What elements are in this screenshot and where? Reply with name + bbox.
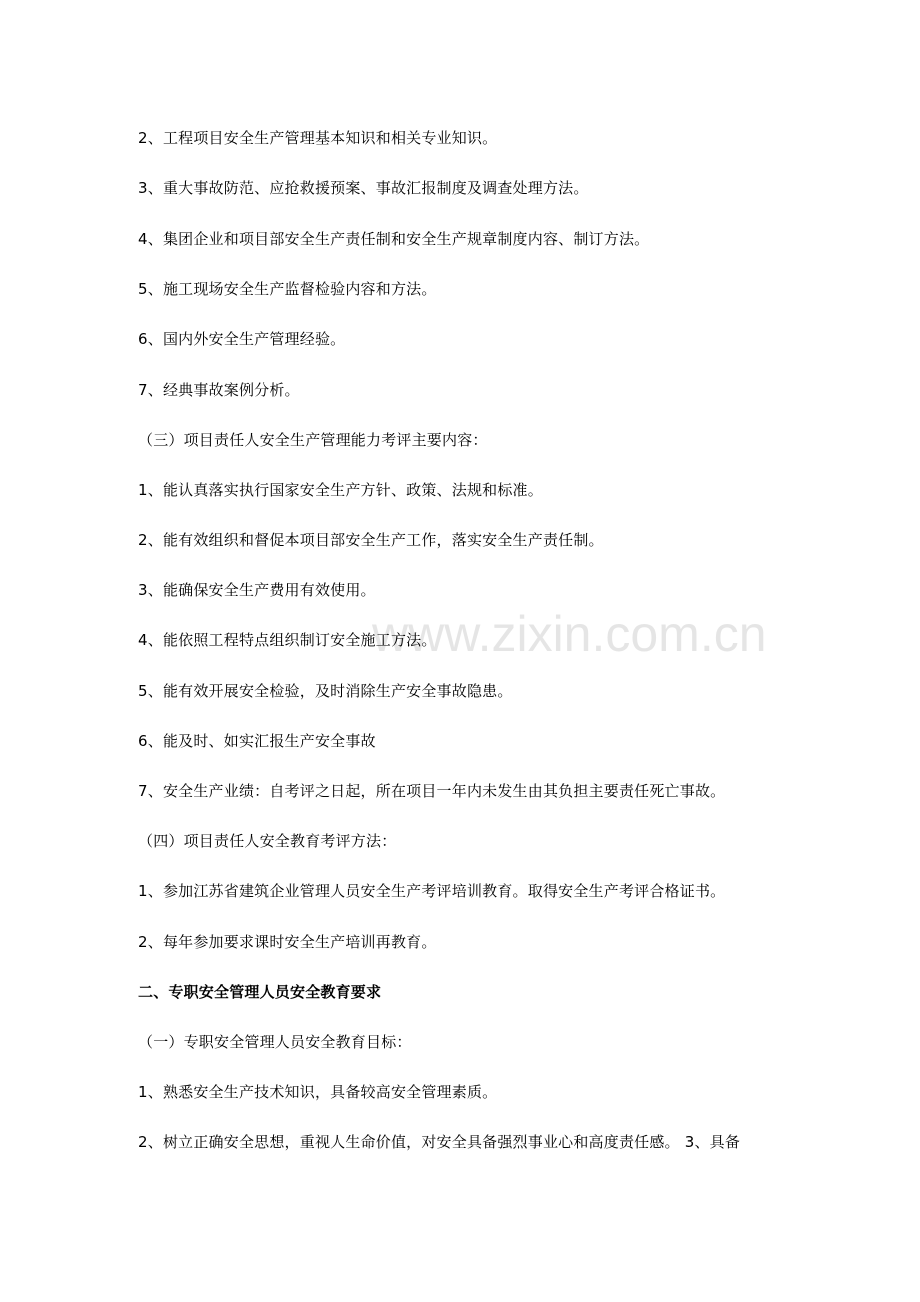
text-line: 2、工程项目安全生产管理基本知识和相关专业知识。	[138, 129, 498, 147]
text-line: 5、能有效开展安全检验，及时消除生产安全事故隐患。	[138, 682, 513, 700]
text-line: 7、经典事故案例分析。	[138, 381, 300, 399]
section-heading: （四）项目责任人安全教育考评方法：	[138, 832, 397, 850]
text-line: 6、能及时、如实汇报生产安全事故	[138, 732, 376, 750]
section-heading: （三）项目责任人安全生产管理能力考评主要内容：	[138, 431, 488, 449]
text-line: 6、国内外安全生产管理经验。	[138, 330, 346, 348]
text-line: 3、能确保安全生产费用有效使用。	[138, 581, 376, 599]
text-line: 2、树立正确安全思想，重视人生命价值，对安全具备强烈事业心和高度责任感。 3、具备	[138, 1133, 741, 1151]
watermark: www.zixin.com.cn	[372, 606, 767, 662]
text-line: 2、能有效组织和督促本项目部安全生产工作，落实安全生产责任制。	[138, 531, 604, 549]
text-line: 4、集团企业和项目部安全生产责任制和安全生产规章制度内容、制订方法。	[138, 230, 650, 248]
text-line: 3、重大事故防范、应抢救援预案、事故汇报制度及调查处理方法。	[138, 179, 589, 197]
text-line: 1、熟悉安全生产技术知识，具备较高安全管理素质。	[138, 1083, 498, 1101]
text-line: 7、安全生产业绩：自考评之日起，所在项目一年内未发生由其负担主要责任死亡事故。	[138, 782, 726, 800]
text-line: 1、参加江苏省建筑企业管理人员安全生产考评培训教育。取得安全生产考评合格证书。	[138, 882, 726, 900]
text-line: 4、能依照工程特点组织制订安全施工方法。	[138, 631, 437, 649]
text-line: 1、能认真落实执行国家安全生产方针、政策、法规和标准。	[138, 481, 543, 499]
text-line: 2、每年参加要求课时安全生产培训再教育。	[138, 933, 437, 951]
chapter-heading: 二、专职安全管理人员安全教育要求	[138, 983, 382, 1001]
section-heading: （一）专职安全管理人员安全教育目标：	[138, 1033, 412, 1051]
text-line: 5、施工现场安全生产监督检验内容和方法。	[138, 280, 437, 298]
